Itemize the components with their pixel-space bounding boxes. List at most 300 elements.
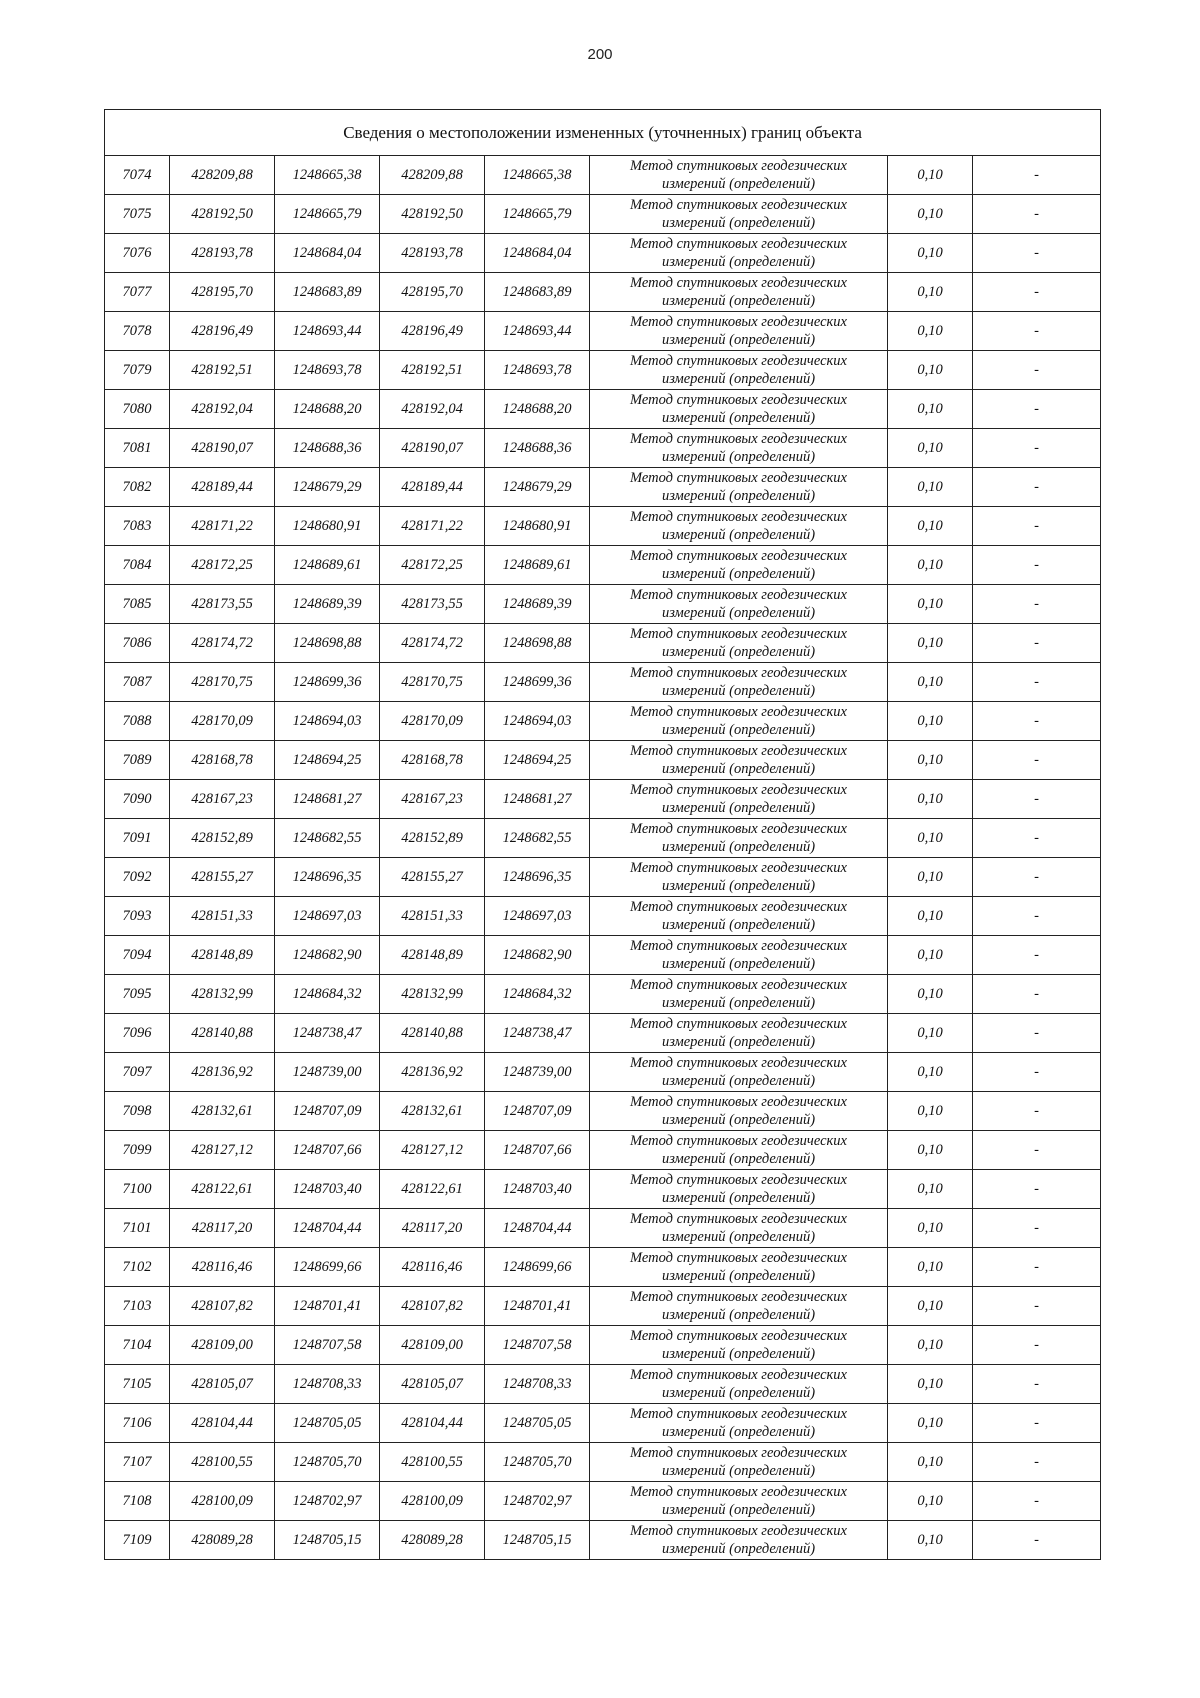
method-line-2: измерений (определений) <box>661 644 816 660</box>
x-new-cell: 428193,78 <box>380 234 485 273</box>
x-new-cell: 428167,23 <box>380 780 485 819</box>
x-new-cell: 428209,88 <box>380 156 485 195</box>
precision-cell: 0,10 <box>888 936 973 975</box>
point-number-cell: 7083 <box>105 507 170 546</box>
method-line-1: Метод спутниковых геодезических <box>630 704 847 720</box>
precision-cell: 0,10 <box>888 546 973 585</box>
table-row <box>105 1326 1101 1365</box>
x-old-cell: 428109,00 <box>170 1326 275 1365</box>
point-number-cell: 7104 <box>105 1326 170 1365</box>
method-cell <box>590 429 888 468</box>
y-new-cell: 1248688,36 <box>485 429 590 468</box>
x-old-cell: 428089,28 <box>170 1521 275 1560</box>
method-line-2: измерений (определений) <box>661 605 816 621</box>
table-row <box>105 1014 1101 1053</box>
description-cell: - <box>973 546 1101 585</box>
method-line-1: Метод спутниковых геодезических <box>630 548 847 564</box>
method-cell <box>590 312 888 351</box>
method-line-1: Метод спутниковых геодезических <box>630 1094 847 1110</box>
y-old-cell: 1248701,41 <box>275 1287 380 1326</box>
precision-cell: 0,10 <box>888 1248 973 1287</box>
x-old-cell: 428193,78 <box>170 234 275 273</box>
method-line-2: измерений (определений) <box>661 1502 816 1518</box>
x-old-cell: 428151,33 <box>170 897 275 936</box>
method-line-1: Метод спутниковых геодезических <box>630 938 847 954</box>
method-cell <box>590 273 888 312</box>
y-new-cell: 1248681,27 <box>485 780 590 819</box>
x-old-cell: 428209,88 <box>170 156 275 195</box>
x-old-cell: 428132,99 <box>170 975 275 1014</box>
x-old-cell: 428117,20 <box>170 1209 275 1248</box>
table-row <box>105 1365 1101 1404</box>
point-number-cell: 7093 <box>105 897 170 936</box>
y-new-cell: 1248694,03 <box>485 702 590 741</box>
table-row <box>105 429 1101 468</box>
x-old-cell: 428170,75 <box>170 663 275 702</box>
x-old-cell: 428104,44 <box>170 1404 275 1443</box>
x-new-cell: 428122,61 <box>380 1170 485 1209</box>
x-new-cell: 428192,04 <box>380 390 485 429</box>
y-old-cell: 1248705,05 <box>275 1404 380 1443</box>
method-line-2: измерений (определений) <box>661 1541 816 1557</box>
table-row <box>105 156 1101 195</box>
x-new-cell: 428136,92 <box>380 1053 485 1092</box>
x-new-cell: 428105,07 <box>380 1365 485 1404</box>
y-new-cell: 1248702,97 <box>485 1482 590 1521</box>
method-line-1: Метод спутниковых геодезических <box>630 1211 847 1227</box>
x-old-cell: 428100,55 <box>170 1443 275 1482</box>
y-old-cell: 1248665,38 <box>275 156 380 195</box>
precision-cell: 0,10 <box>888 273 973 312</box>
precision-cell: 0,10 <box>888 858 973 897</box>
method-line-2: измерений (определений) <box>661 995 816 1011</box>
method-cell <box>590 780 888 819</box>
method-line-1: Метод спутниковых геодезических <box>630 743 847 759</box>
description-cell: - <box>973 1521 1101 1560</box>
y-new-cell: 1248738,47 <box>485 1014 590 1053</box>
precision-cell: 0,10 <box>888 1404 973 1443</box>
method-line-2: измерений (определений) <box>661 566 816 582</box>
method-cell <box>590 702 888 741</box>
y-new-cell: 1248682,55 <box>485 819 590 858</box>
x-new-cell: 428104,44 <box>380 1404 485 1443</box>
method-line-1: Метод спутниковых геодезических <box>630 431 847 447</box>
point-number-cell: 7080 <box>105 390 170 429</box>
x-new-cell: 428089,28 <box>380 1521 485 1560</box>
x-old-cell: 428127,12 <box>170 1131 275 1170</box>
table-row <box>105 624 1101 663</box>
precision-cell: 0,10 <box>888 897 973 936</box>
x-new-cell: 428132,61 <box>380 1092 485 1131</box>
method-line-1: Метод спутниковых геодезических <box>630 665 847 681</box>
method-cell <box>590 195 888 234</box>
table-body <box>105 156 1101 1560</box>
description-cell: - <box>973 741 1101 780</box>
y-old-cell: 1248689,39 <box>275 585 380 624</box>
precision-cell: 0,10 <box>888 1014 973 1053</box>
y-old-cell: 1248707,09 <box>275 1092 380 1131</box>
y-old-cell: 1248705,70 <box>275 1443 380 1482</box>
x-new-cell: 428127,12 <box>380 1131 485 1170</box>
method-line-2: измерений (определений) <box>661 800 816 816</box>
x-new-cell: 428192,51 <box>380 351 485 390</box>
y-old-cell: 1248705,15 <box>275 1521 380 1560</box>
description-cell: - <box>973 975 1101 1014</box>
method-line-2: измерений (определений) <box>661 1151 816 1167</box>
y-new-cell: 1248699,36 <box>485 663 590 702</box>
x-new-cell: 428152,89 <box>380 819 485 858</box>
y-new-cell: 1248683,89 <box>485 273 590 312</box>
precision-cell: 0,10 <box>888 390 973 429</box>
method-line-1: Метод спутниковых геодезических <box>630 1055 847 1071</box>
x-new-cell: 428148,89 <box>380 936 485 975</box>
method-line-1: Метод спутниковых геодезических <box>630 587 847 603</box>
x-old-cell: 428168,78 <box>170 741 275 780</box>
y-old-cell: 1248699,66 <box>275 1248 380 1287</box>
x-old-cell: 428189,44 <box>170 468 275 507</box>
y-new-cell: 1248698,88 <box>485 624 590 663</box>
y-old-cell: 1248684,32 <box>275 975 380 1014</box>
table-row <box>105 858 1101 897</box>
table-row <box>105 1053 1101 1092</box>
x-new-cell: 428140,88 <box>380 1014 485 1053</box>
method-line-2: измерений (определений) <box>661 1424 816 1440</box>
method-line-2: измерений (определений) <box>661 1190 816 1206</box>
x-new-cell: 428116,46 <box>380 1248 485 1287</box>
method-line-1: Метод спутниковых геодезических <box>630 1523 847 1539</box>
y-new-cell: 1248665,38 <box>485 156 590 195</box>
description-cell: - <box>973 702 1101 741</box>
method-line-2: измерений (определений) <box>661 878 816 894</box>
precision-cell: 0,10 <box>888 624 973 663</box>
precision-cell: 0,10 <box>888 507 973 546</box>
description-cell: - <box>973 1443 1101 1482</box>
table-row <box>105 1248 1101 1287</box>
x-old-cell: 428171,22 <box>170 507 275 546</box>
method-cell <box>590 1287 888 1326</box>
method-line-2: измерений (определений) <box>661 176 816 192</box>
description-cell: - <box>973 468 1101 507</box>
description-cell: - <box>973 1170 1101 1209</box>
description-cell: - <box>973 1326 1101 1365</box>
y-old-cell: 1248684,04 <box>275 234 380 273</box>
method-line-1: Метод спутниковых геодезических <box>630 1328 847 1344</box>
method-line-2: измерений (определений) <box>661 1112 816 1128</box>
x-new-cell: 428100,09 <box>380 1482 485 1521</box>
precision-cell: 0,10 <box>888 741 973 780</box>
point-number-cell: 7098 <box>105 1092 170 1131</box>
method-line-1: Метод спутниковых геодезических <box>630 899 847 915</box>
point-number-cell: 7090 <box>105 780 170 819</box>
description-cell: - <box>973 1404 1101 1443</box>
description-cell: - <box>973 156 1101 195</box>
precision-cell: 0,10 <box>888 585 973 624</box>
description-cell: - <box>973 897 1101 936</box>
method-line-2: измерений (определений) <box>661 683 816 699</box>
y-new-cell: 1248696,35 <box>485 858 590 897</box>
x-new-cell: 428170,75 <box>380 663 485 702</box>
description-cell: - <box>973 312 1101 351</box>
point-number-cell: 7077 <box>105 273 170 312</box>
point-number-cell: 7088 <box>105 702 170 741</box>
point-number-cell: 7106 <box>105 1404 170 1443</box>
point-number-cell: 7079 <box>105 351 170 390</box>
description-cell: - <box>973 936 1101 975</box>
table-row <box>105 1521 1101 1560</box>
method-line-2: измерений (определений) <box>661 1073 816 1089</box>
method-line-2: измерений (определений) <box>661 1268 816 1284</box>
precision-cell: 0,10 <box>888 1482 973 1521</box>
method-line-2: измерений (определений) <box>661 917 816 933</box>
table-row <box>105 234 1101 273</box>
table-row <box>105 936 1101 975</box>
y-new-cell: 1248688,20 <box>485 390 590 429</box>
y-new-cell: 1248705,70 <box>485 1443 590 1482</box>
point-number-cell: 7101 <box>105 1209 170 1248</box>
method-line-2: измерений (определений) <box>661 839 816 855</box>
table-row <box>105 663 1101 702</box>
description-cell: - <box>973 1287 1101 1326</box>
table-row <box>105 195 1101 234</box>
method-cell <box>590 1365 888 1404</box>
method-line-1: Метод спутниковых геодезических <box>630 1484 847 1500</box>
precision-cell: 0,10 <box>888 1209 973 1248</box>
description-cell: - <box>973 1482 1101 1521</box>
method-line-1: Метод спутниковых геодезических <box>630 314 847 330</box>
y-old-cell: 1248697,03 <box>275 897 380 936</box>
x-new-cell: 428192,50 <box>380 195 485 234</box>
method-cell <box>590 663 888 702</box>
x-new-cell: 428195,70 <box>380 273 485 312</box>
y-old-cell: 1248682,55 <box>275 819 380 858</box>
precision-cell: 0,10 <box>888 819 973 858</box>
method-cell <box>590 1521 888 1560</box>
method-cell <box>590 507 888 546</box>
method-cell <box>590 1170 888 1209</box>
precision-cell: 0,10 <box>888 1326 973 1365</box>
method-line-1: Метод спутниковых геодезических <box>630 1289 847 1305</box>
x-new-cell: 428196,49 <box>380 312 485 351</box>
point-number-cell: 7082 <box>105 468 170 507</box>
description-cell: - <box>973 663 1101 702</box>
table-row <box>105 780 1101 819</box>
boundary-coordinates-table <box>104 109 1101 1560</box>
point-number-cell: 7085 <box>105 585 170 624</box>
method-line-2: измерений (определений) <box>661 488 816 504</box>
point-number-cell: 7109 <box>105 1521 170 1560</box>
table-row <box>105 1287 1101 1326</box>
x-old-cell: 428155,27 <box>170 858 275 897</box>
x-old-cell: 428192,50 <box>170 195 275 234</box>
y-new-cell: 1248684,04 <box>485 234 590 273</box>
method-cell <box>590 1209 888 1248</box>
precision-cell: 0,10 <box>888 780 973 819</box>
method-line-1: Метод спутниковых геодезических <box>630 236 847 252</box>
method-line-2: измерений (определений) <box>661 293 816 309</box>
y-new-cell: 1248707,58 <box>485 1326 590 1365</box>
point-number-cell: 7074 <box>105 156 170 195</box>
description-cell: - <box>973 624 1101 663</box>
method-line-2: измерений (определений) <box>661 527 816 543</box>
y-old-cell: 1248679,29 <box>275 468 380 507</box>
method-line-2: измерений (определений) <box>661 449 816 465</box>
point-number-cell: 7087 <box>105 663 170 702</box>
table-row <box>105 1131 1101 1170</box>
y-new-cell: 1248680,91 <box>485 507 590 546</box>
point-number-cell: 7103 <box>105 1287 170 1326</box>
table-row <box>105 741 1101 780</box>
precision-cell: 0,10 <box>888 663 973 702</box>
x-new-cell: 428189,44 <box>380 468 485 507</box>
precision-cell: 0,10 <box>888 1170 973 1209</box>
y-old-cell: 1248683,89 <box>275 273 380 312</box>
precision-cell: 0,10 <box>888 1287 973 1326</box>
y-new-cell: 1248699,66 <box>485 1248 590 1287</box>
y-old-cell: 1248688,36 <box>275 429 380 468</box>
y-old-cell: 1248696,35 <box>275 858 380 897</box>
x-new-cell: 428168,78 <box>380 741 485 780</box>
x-old-cell: 428195,70 <box>170 273 275 312</box>
description-cell: - <box>973 819 1101 858</box>
y-new-cell: 1248703,40 <box>485 1170 590 1209</box>
precision-cell: 0,10 <box>888 429 973 468</box>
method-line-1: Метод спутниковых геодезических <box>630 1016 847 1032</box>
point-number-cell: 7094 <box>105 936 170 975</box>
x-new-cell: 428155,27 <box>380 858 485 897</box>
precision-cell: 0,10 <box>888 195 973 234</box>
y-old-cell: 1248738,47 <box>275 1014 380 1053</box>
method-line-2: измерений (определений) <box>661 410 816 426</box>
point-number-cell: 7095 <box>105 975 170 1014</box>
table-row <box>105 546 1101 585</box>
x-old-cell: 428174,72 <box>170 624 275 663</box>
method-line-1: Метод спутниковых геодезических <box>630 1133 847 1149</box>
y-new-cell: 1248739,00 <box>485 1053 590 1092</box>
description-cell: - <box>973 351 1101 390</box>
description-cell: - <box>973 195 1101 234</box>
y-old-cell: 1248703,40 <box>275 1170 380 1209</box>
precision-cell: 0,10 <box>888 702 973 741</box>
x-new-cell: 428100,55 <box>380 1443 485 1482</box>
point-number-cell: 7097 <box>105 1053 170 1092</box>
table-row <box>105 702 1101 741</box>
y-old-cell: 1248704,44 <box>275 1209 380 1248</box>
y-old-cell: 1248698,88 <box>275 624 380 663</box>
table-row <box>105 1404 1101 1443</box>
precision-cell: 0,10 <box>888 1092 973 1131</box>
method-line-2: измерений (определений) <box>661 215 816 231</box>
y-old-cell: 1248665,79 <box>275 195 380 234</box>
x-old-cell: 428148,89 <box>170 936 275 975</box>
point-number-cell: 7081 <box>105 429 170 468</box>
method-cell <box>590 390 888 429</box>
point-number-cell: 7102 <box>105 1248 170 1287</box>
y-new-cell: 1248679,29 <box>485 468 590 507</box>
y-old-cell: 1248689,61 <box>275 546 380 585</box>
method-line-1: Метод спутниковых геодезических <box>630 821 847 837</box>
table-row <box>105 975 1101 1014</box>
method-line-2: измерений (определений) <box>661 956 816 972</box>
method-line-1: Метод спутниковых геодезических <box>630 1250 847 1266</box>
method-cell <box>590 624 888 663</box>
method-cell <box>590 1404 888 1443</box>
precision-cell: 0,10 <box>888 1053 973 1092</box>
x-old-cell: 428173,55 <box>170 585 275 624</box>
x-old-cell: 428170,09 <box>170 702 275 741</box>
method-cell <box>590 819 888 858</box>
point-number-cell: 7108 <box>105 1482 170 1521</box>
method-cell <box>590 351 888 390</box>
table-row <box>105 351 1101 390</box>
y-old-cell: 1248707,66 <box>275 1131 380 1170</box>
table-row <box>105 897 1101 936</box>
y-old-cell: 1248681,27 <box>275 780 380 819</box>
point-number-cell: 7076 <box>105 234 170 273</box>
method-cell <box>590 1092 888 1131</box>
method-line-1: Метод спутниковых геодезических <box>630 509 847 525</box>
precision-cell: 0,10 <box>888 1365 973 1404</box>
method-line-1: Метод спутниковых геодезических <box>630 1367 847 1383</box>
method-line-2: измерений (определений) <box>661 1307 816 1323</box>
y-old-cell: 1248699,36 <box>275 663 380 702</box>
y-new-cell: 1248707,66 <box>485 1131 590 1170</box>
y-old-cell: 1248693,78 <box>275 351 380 390</box>
point-number-cell: 7089 <box>105 741 170 780</box>
y-new-cell: 1248705,15 <box>485 1521 590 1560</box>
y-old-cell: 1248688,20 <box>275 390 380 429</box>
description-cell: - <box>973 1209 1101 1248</box>
method-line-1: Метод спутниковых геодезических <box>630 782 847 798</box>
table-row <box>105 819 1101 858</box>
description-cell: - <box>973 507 1101 546</box>
method-line-1: Метод спутниковых геодезических <box>630 1445 847 1461</box>
method-line-2: измерений (определений) <box>661 371 816 387</box>
x-old-cell: 428105,07 <box>170 1365 275 1404</box>
x-new-cell: 428190,07 <box>380 429 485 468</box>
y-new-cell: 1248693,78 <box>485 351 590 390</box>
x-old-cell: 428116,46 <box>170 1248 275 1287</box>
point-number-cell: 7100 <box>105 1170 170 1209</box>
table-row <box>105 390 1101 429</box>
point-number-cell: 7091 <box>105 819 170 858</box>
precision-cell: 0,10 <box>888 156 973 195</box>
x-new-cell: 428173,55 <box>380 585 485 624</box>
point-number-cell: 7084 <box>105 546 170 585</box>
method-cell <box>590 1131 888 1170</box>
y-old-cell: 1248708,33 <box>275 1365 380 1404</box>
y-old-cell: 1248680,91 <box>275 507 380 546</box>
precision-cell: 0,10 <box>888 351 973 390</box>
y-old-cell: 1248707,58 <box>275 1326 380 1365</box>
y-new-cell: 1248689,39 <box>485 585 590 624</box>
description-cell: - <box>973 1248 1101 1287</box>
x-old-cell: 428192,51 <box>170 351 275 390</box>
point-number-cell: 7078 <box>105 312 170 351</box>
table-title-row <box>105 110 1101 156</box>
description-cell: - <box>973 858 1101 897</box>
table-row <box>105 1092 1101 1131</box>
page-number: 200 <box>587 46 613 63</box>
method-cell <box>590 975 888 1014</box>
x-old-cell: 428132,61 <box>170 1092 275 1131</box>
method-line-2: измерений (определений) <box>661 722 816 738</box>
method-cell <box>590 546 888 585</box>
description-cell: - <box>973 1053 1101 1092</box>
method-line-2: измерений (определений) <box>661 1346 816 1362</box>
method-cell <box>590 1326 888 1365</box>
description-cell: - <box>973 1092 1101 1131</box>
method-cell <box>590 897 888 936</box>
